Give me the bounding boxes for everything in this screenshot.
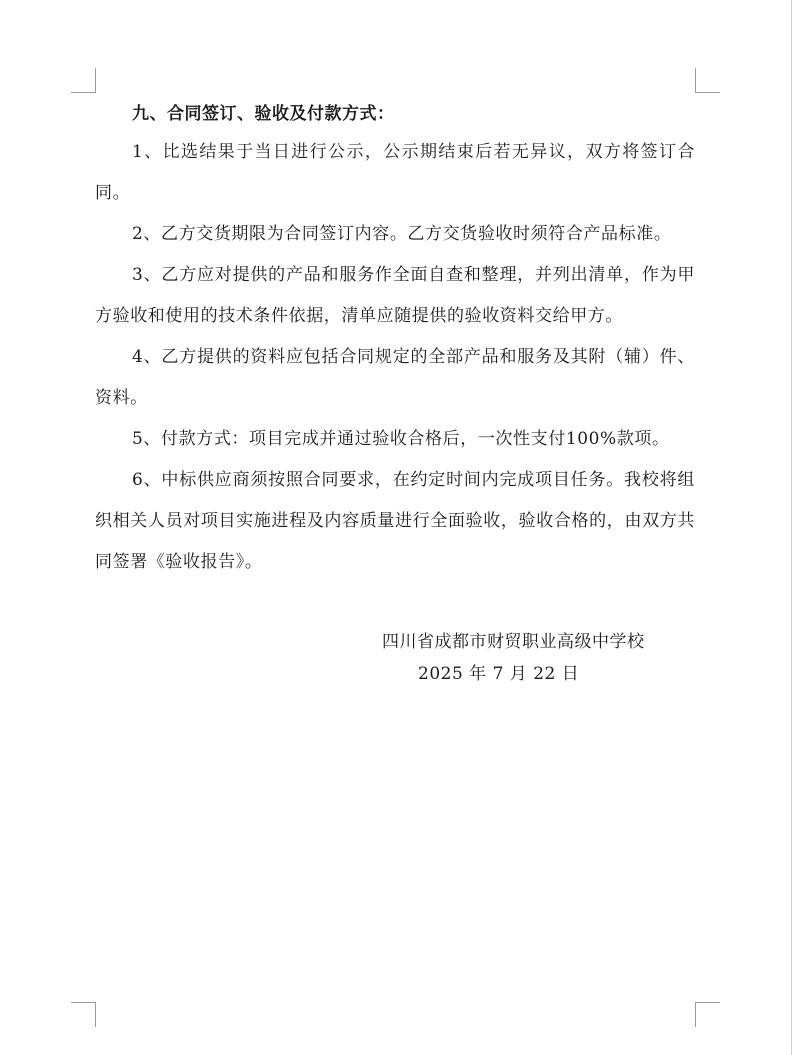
signature-organization: 四川省成都市财贸职业高级中学校	[382, 632, 645, 652]
paragraph-4: 4、乙方提供的资料应包括合同规定的全部产品和服务及其附（辅）件、资料。	[95, 347, 695, 408]
paragraph-1: 1、比选结果于当日进行公示，公示期结束后若无异议，双方将签订合同。	[95, 142, 695, 203]
paragraph-2: 2、乙方交货期限为合同签订内容。乙方交货验收时须符合产品标准。	[132, 224, 672, 244]
crop-mark-top-left	[71, 68, 96, 93]
signature-block	[382, 626, 702, 690]
paragraph-5: 5、付款方式：项目完成并通过验收合格后，一次性支付100%款项。	[132, 429, 670, 449]
section-heading: 九、合同签订、验收及付款方式：	[132, 104, 395, 124]
document-body	[95, 96, 695, 583]
crop-mark-bottom-right	[695, 1002, 720, 1027]
paragraph-6: 6、中标供应商须按照合同要求，在约定时间内完成项目任务。我校将组织相关人员对项目实施进程及内容质量进行全面验收，验收合格的，由双方共同签署《验收报告》。	[95, 470, 695, 572]
signature-date: 2025 年 7 月 22 日	[418, 664, 580, 684]
paragraph-3: 3、乙方应对提供的产品和服务作全面自查和整理，并列出清单，作为甲方验收和使用的技术条件依据，清单应随提供的验收资料交给甲方。	[95, 265, 695, 326]
crop-mark-bottom-left	[71, 1002, 96, 1027]
crop-mark-top-right	[695, 68, 720, 93]
